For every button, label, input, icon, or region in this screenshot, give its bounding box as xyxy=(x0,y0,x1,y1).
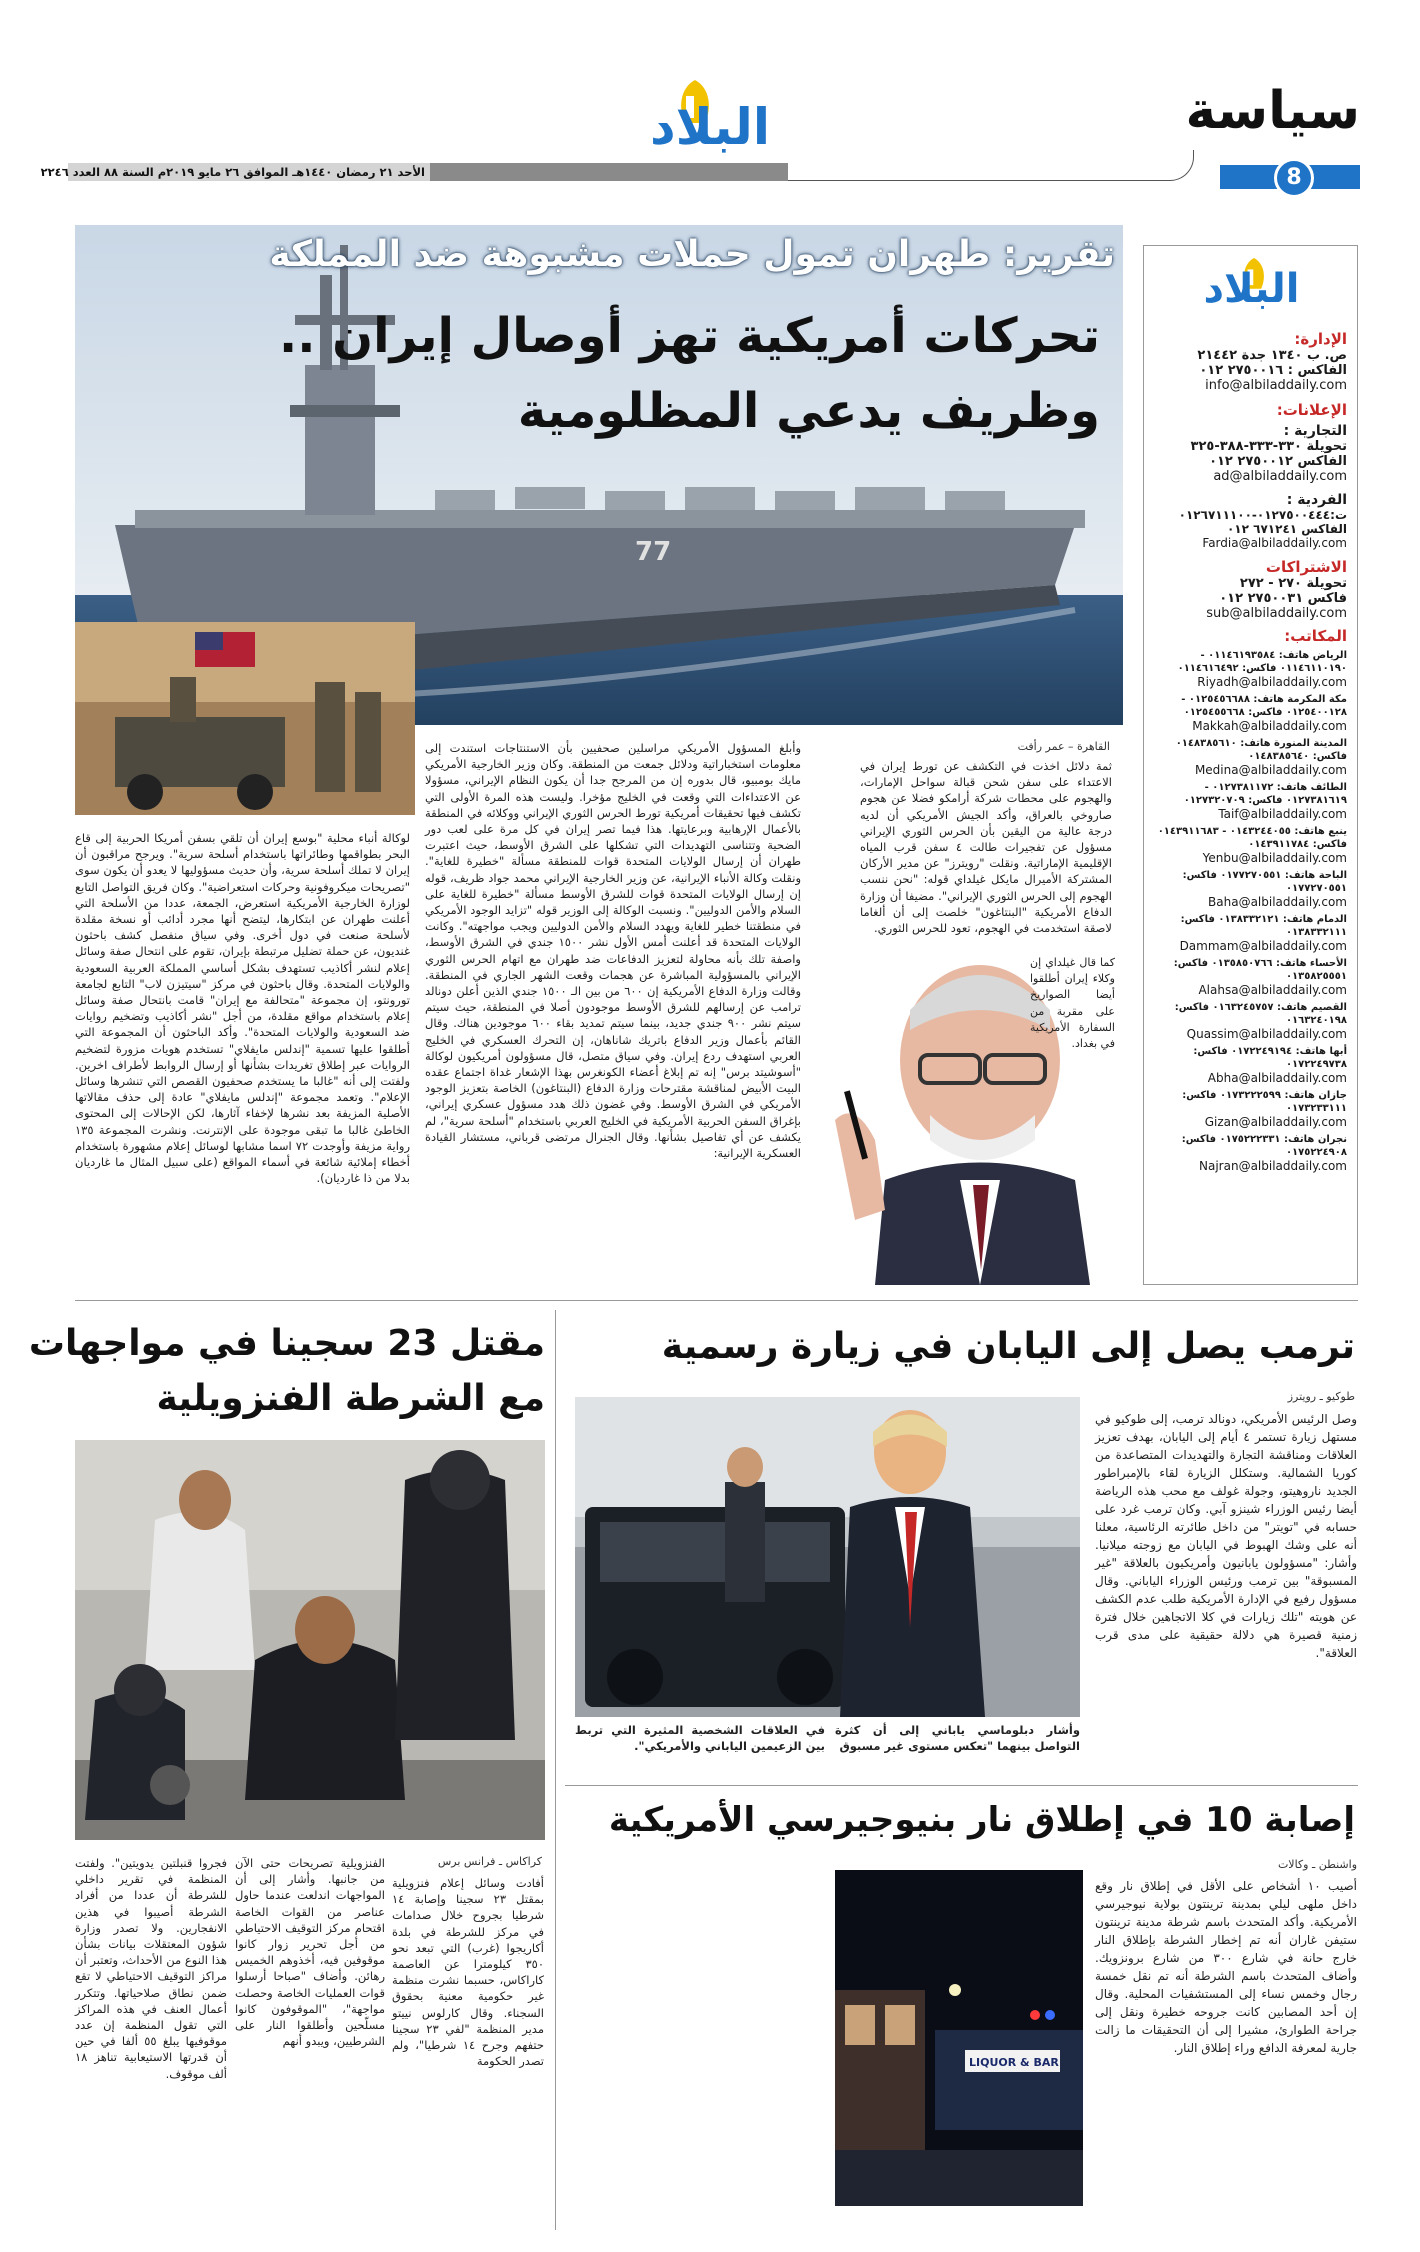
management-line-1: ص. ب ١٣٤٠ جدة ٢١٤٤٢ xyxy=(1197,348,1347,363)
lead-credit: القاهرة – عمر رأفت xyxy=(1017,740,1110,753)
office-line: القصيم هاتف: ٠١٦٣٢٤٥٧٥٧ فاكس: ٠١٦٣٢٤٠١٩٨ xyxy=(1174,1002,1347,1026)
office-line: ينبع هاتف: ٠١٤٣٢٤٤٠٥٥ - ٠١٤٣٩١١٦٨٣ فاكس: ٠١٤٣٩١١٧٨٤ xyxy=(1157,826,1347,850)
section-divider xyxy=(75,1300,1358,1301)
offices-list xyxy=(1154,649,1347,1173)
subscriptions-label: الاشتراكات xyxy=(1265,558,1347,576)
page-number: 8 xyxy=(1286,165,1302,190)
shooting-photo xyxy=(835,1870,1083,2206)
individual-label: الفردية : xyxy=(1286,492,1347,508)
lead-column-1b: كما قال غيلداي إن وكلاء إيران أطلقوا أيضا الصواريخ على مقربة من السفارة الأمريكية في بغداد. xyxy=(1030,956,1115,1051)
commercial-label: التجارية : xyxy=(1283,423,1347,439)
office-email[interactable]: Alahsa@albiladdaily.com xyxy=(1198,983,1347,997)
individual-line-2: الفاكس ٦٧١٢٤١ ٠١٢ xyxy=(1226,522,1347,536)
page-header xyxy=(0,0,1420,200)
office-email[interactable]: Abha@albiladdaily.com xyxy=(1207,1071,1347,1085)
venezuela-photo xyxy=(75,1440,545,1840)
office-email[interactable]: Taif@albiladdaily.com xyxy=(1218,807,1347,821)
office-line: الأحساء هاتف: ٠١٣٥٨٥٠٧٦٦ فاكس: ٠١٣٥٨٢٥٥٥١ xyxy=(1173,958,1347,982)
lead-column-2: وأبلغ المسؤول الأمريكي مراسلين صحفيين بأن الاستنتاجات استندت إلى معلومات استخباراتية ودلائل جمعت من المنطقة. وكان وزير الخارجية الأمريكي مايك بومبيو، قال بدوره إن من المرجح جدا أن يكون النظام الإيراني، مسؤولا عن الاعتداءات التي وقعت في الخليج مؤخرا. وليست هذه المرة الأولى التي تكشف فيها تحقيقات أمريكية تورط الحرس الثوري الإيراني ووكلائه في المنطقة بالأعمال الإرهابية وبرعايتها. هذا فيما تصر إيران في كل مرة على لعب دور الضحية وتتناسى التهديدات التي تشكلها على الشرق الأوسط، حيث اعتبرت طهران أن إرسال الولايات المتحدة قوات للمنطقة مسألة "خطيرة للغاية". ونقلت وكالة الأنباء الإيرانية، عن وزير الخارجية الإيراني محمد جواد ظريف، قوله إن إرسال الولايات المتحدة قوات للشرق الأوسط مسألة "خطيرة للغاية على السلام والأمن الدوليين". ونسبت الوكالة إلى الوزير قوله "تزايد الوجود الأمريكي في منطقتنا خطير للغاية ويهدد السلام والأمن الدوليين ويجب مواجهته". وكانت الولايات المتحدة قد أعلنت أمس الأول نشر ١٥٠٠ جندي في الشرق الأوسط، واصفة تلك بأنه محاولة لتعزيز الدفاعات ضد طهران مع اتهام الحرس الثوري الإيراني بالمسؤولية المباشرة عن هجمات وقعت الشهر الجاري في المنطقة. وقالت وزارة الدفاع الأمريكية إن ٦٠٠ من بين الـ ١٥٠٠ جندي الذين أعلن دونالد ترامب عن إرسالهم للشرق الأوسط موجودون أصلا في المنطقة، حيث سيتم سيتم نشر ٩٠٠ جندي جديد، بينما سيتم تمديد بقاء ٦٠٠ موجودين هناك. وقال القائم بأعمال وزير الدفاع باتريك شاناهان، إن التحرك العسكري في الخليج العربي استهدف ردع إيران. وفي سياق متصل، قال مسؤولون أمريكيون لوكالة "أسوشيتد برس" إنه تم إبلاغ أعضاء الكونغرس بهذا الإشعار غداة اجتماع عقده البيت الأبيض لمناقشة مقترحات وزارة الدفاع (البنتاغون) الخاصة بتعزيز الوجود الأمريكي في الشرق الأوسط. وفي غضون ذلك هدد مسؤول عسكري إيراني، بإغراق السفن الحربية الأمريكية في الخليج العربي باستخدام "أسلحة سرية"، لم يكشف عن أي تفاصيل بشأنها. وقال الجنرال مرتضى قرباني، مستشار القيادة العسكرية الإيرانية: xyxy=(425,741,802,1161)
trump-shooting-divider xyxy=(565,1785,1358,1786)
trump-body: وصل الرئيس الأمريكي، دونالد ترمب، إلى طوكيو في مستهل زيارة تستمر ٤ أيام إلى اليابان، بهدف تعزيز العلاقات ومناقشة التجارة والتهديدات المتصاعدة من كوريا الشمالية. وستكلل الزيارة لقاء بالإمبراطور الجديد ناروهيتو، وجولة غولف مع محب هذه الرياضة أيضا رئيس الوزراء شينزو آبي. وكان ترمب غرد على حسابه في "تويتر" من داخل طائرته الرئاسية، معلنا أنه على وشك الهبوط في اليابان مع زوجته ميلانيا. وأشار: "مسؤولون يابانيون وأمريكيون بالعلاقة "غير المسبوقة" بين ترمب ورئيس الوزراء الياباني. وقال مسؤول رفيع في الإدارة الأمريكية طلب عدم الكشف عن هويته "تلك زيارات في كلا الاتجاهين خلال فترة زمنية قصيرة هي دلالة حقيقية على مدى قرب العلاقة". xyxy=(1095,1412,1358,1660)
lead-kicker: تقرير: طهران تمول حملات مشبوهة ضد المملكة xyxy=(269,234,1115,275)
commercial-line-2: الفاكس ٢٧٥٠٠١٢ ٠١٢ xyxy=(1209,454,1347,469)
trump-credit: طوكيو ـ رويترز xyxy=(1287,1390,1355,1403)
office-line: المدينة المنورة هاتف: ٠١٤٨٣٨٥٦١٠ فاكس: ٠١٤٨٣٨٥٦٤٠ xyxy=(1175,738,1347,762)
column-divider xyxy=(555,1310,556,2230)
office-email[interactable]: Medina@albiladdaily.com xyxy=(1194,763,1347,777)
subscriptions-email[interactable]: sub@albiladdaily.com xyxy=(1206,606,1347,621)
lead-column-1: ثمة دلائل اخذت في التكشف عن تورط إيران في الاعتداء على سفن شحن قبالة سواحل الإمارات، والهجوم على محطات شركة أرامكو فضلا عن هجوم صاروخي بالعراق، وأكد الجيش الأمريكي أن لديه درجة عالية من اليقين بأن الحرس الثوري الإيراني مسؤول عن تفجيرات طالت ٤ سفن قرب المياه الإقليمية الإماراتية. ونقلت "رويترز" عن مدير الأركان المشتركة الأميرال مايكل غيلداي قوله: "نحن ننسب الهجوم إلى الحرس الثوري الإيراني". مضيفا أن وزارة الدفاع الأمريكية "البنتاغون" خلصت إلى أن ألغاما لاصقة استخدمت في الهجوم، تعود للحرس الثوري. xyxy=(860,759,1112,936)
shooting-credit: واشنطن ـ وكالات xyxy=(1277,1858,1357,1871)
office-line: الطائف هاتف: ٠١٢٧٣٨١١٧٢ - ٠١٢٧٣٨١٦١٩ فاكس: ٠١٢٧٣٢٠٧٠٩ xyxy=(1183,782,1347,806)
dateline-bar-dark xyxy=(430,163,788,181)
trump-caption-left: في العلاقات الشخصية المثيرة التي تربط بين الزعيمين الياباني والأمريكي". xyxy=(575,1723,825,1754)
venezuela-column-2: الفنزويلية تصريحات حتى الآن من جانبها. وأشار إلى أن المواجهات اندلعت عندما حاول عناصر من القوات الخاصة اقتحام مركز التوقيف الاحتياطي من أجل تحرير زوار كانوا موقوفين فيه، أخذوهم الخميس رهائن. وأضاف "صباحا أرسلوا قوات العمليات الخاصة وحصلت مواجهة"، "الموقوفون كانوا مسلّحين وأطلقوا النار على الشرطيين، ويبدو أنهم xyxy=(235,1856,385,2049)
office-line: الباحة هاتف: ٠١٧٧٢٧٠٥٥١ فاكس: ٠١٧٧٢٧٠٥٥١ xyxy=(1182,870,1347,894)
venezuela-credit: كراكاس ـ فرانس برس xyxy=(437,1855,542,1868)
shooting-illustration xyxy=(835,1870,1083,2206)
svg-text:77: 77 xyxy=(635,537,672,567)
office-line: نجران هاتف: ٠١٧٥٢٢٢٣٣١ فاكس: ٠١٧٥٢٢٤٩٠٨ xyxy=(1181,1134,1347,1158)
soldiers-illustration xyxy=(75,622,415,815)
offices-label: المكاتب: xyxy=(1284,627,1347,645)
office-email[interactable]: Najran@albiladdaily.com xyxy=(1199,1159,1347,1173)
office-email[interactable]: Quassim@albiladdaily.com xyxy=(1186,1027,1347,1041)
office-email[interactable]: Makkah@albiladdaily.com xyxy=(1192,719,1347,733)
management-email[interactable]: info@albiladdaily.com xyxy=(1205,378,1347,393)
shooting-headline: إصابة 10 في إطلاق نار بنيوجيرسي الأمريكية xyxy=(608,1800,1355,1840)
office-line: جازان هاتف: ٠١٧٣٢٢٢٥٩٩ فاكس: ٠١٧٣٢٣٣١١١ xyxy=(1182,1090,1347,1114)
sidebar-directory xyxy=(1143,245,1358,1285)
trump-photo xyxy=(575,1397,1080,1717)
venezuela-headline-line1: مقتل 23 سجينا في مواجهات xyxy=(28,1323,545,1364)
section-title: سياسة xyxy=(1185,81,1360,141)
individual-email[interactable]: Fardia@albiladdaily.com xyxy=(1202,536,1347,550)
management-label: الإدارة: xyxy=(1294,330,1347,348)
venezuela-illustration xyxy=(75,1440,545,1840)
trump-caption-right: وأشار دبلوماسي ياباني إلى أن كثرة التواصل بينهما "تعكس مستوى غير مسبوق xyxy=(835,1723,1080,1754)
office-email[interactable]: Riyadh@albiladdaily.com xyxy=(1197,675,1347,689)
header-logo-text: البلاد xyxy=(650,98,770,156)
sidebar-logo-text: البلاد xyxy=(1203,266,1300,312)
venezuela-column-1: أفادت وسائل إعلام فنزويلية بمقتل ٢٣ سجينا وإصابة ١٤ شرطيا بجروح خلال صدامات في مركز للشرطة في بلدة أكاريجوا (غرب) التي تبعد نحو ٣٥٠ كيلومترا عن العاصمة كاراكاس، حسبما نشرت منظمة غير حكومية معنية بحقوق السجناء. وقال كارلوس نييتو مدير المنظمة "لفي ٢٣ سجينا حتفهم وجرح ١٤ شرطيا"، ولم تصدر الحكومة xyxy=(392,1876,544,2069)
office-line: أبها هاتف: ٠١٧٢٢٤٩١٩٤ فاكس: ٠١٧٢٢٤٩٧٣٨ xyxy=(1193,1046,1347,1070)
lead-headline-line1: تحركات أمريكية تهز أوصال إيران .. xyxy=(278,308,1100,364)
commercial-email[interactable]: ad@albiladdaily.com xyxy=(1213,469,1347,484)
liquor-bar-sign: LIQUOR & BAR xyxy=(969,2056,1059,2069)
office-line: مكة المكرمة هاتف: ٠١٢٥٤٥٦٦٨٨ - ٠١٢٥٤٠٠١٢٨ فاكس: ٠١٢٥٤٥٥٦٦٨ xyxy=(1181,694,1347,718)
office-email[interactable]: Gizan@albiladdaily.com xyxy=(1204,1115,1347,1129)
trump-headline: ترمب يصل إلى اليابان في زيارة رسمية xyxy=(661,1326,1355,1367)
trump-illustration xyxy=(575,1397,1080,1717)
lead-column-3: لوكالة أنباء محلية "بوسع إيران أن تلقي بسفن أمريكا الحربية إلى قاع البحر بطواقمها وطائراتها باستخدام أسلحة سرية". ويرجح مراقبون أن إيران لا تملك أسلحة سرية، وأن حديث مسؤوليها لا يعدو أن يكون سوى "تصريحات ميكروفونية وحركات استعراضية". وكان فريق التواصل التابع لوزارة الخارجية الأمريكية استعرض، الجمعة، عددا من الأسلحة التي أعلنت طهران عن ابتكارها، ليتضح أنها مجرد أدائب أو نسخة مقلدة لأسلحة صنعت في دول أخرى. وفي سياق منفصل كشف باحثون غنديون، عن حملة تضليل مرتبطة بإيران، تقوم على انتحال صفة وسائل إعلام لنشر أكاذيب تستهدف بشكل أساسي المملكة العربية السعودية والولايات المتحدة. وقال باحثون في مركز "سيتيزن لاب" التابع لجامعة تورونتو، إن مجموعة "متحالفة مع إيران" قامت بانتحال صفة وسائل إعلام باستخدام مواقع مقلدة، من أجل "نشر أكاذيب وتضخيم روايات ضد السعودية والولايات المتحدة". وأكد الباحثون أن المجموعة التي أطلقوا عليها تسمية "إندلس مايفلاي" تستخدم هويات مزورة لتضخيم الروايات عبر إطلاق تغريدات بشأنها أو إرسال الروابط لأطراف اخرين. ولفتت إلى أنه "غالبا ما يستخدم صحفيون القصص التي تنشرها وسائل الإعلام". وتعمد مجموعة "إندلس مايفلاي" عادة إلى حذف مقالاتها الأصلية المزيفة بعد نشرها لإخفاء آثارها، لكن الإحالات إلى المحتوى الخاطئ غالبا ما تبقى موجودة على الإنترنت. ونشرت المجموعة ١٣٥ رواية مزيفة وأوجدت ٧٢ اسما مشابها لوسائل إعلام مشهورة باستخدام أخطاء إملائية شائعة في أسماء المواقع (على سبيل المثال ما غارديان بدلا من ذا غارديان). xyxy=(75,831,410,1186)
shooting-body: أصيب ١٠ أشخاص على الأقل في إطلاق نار وقع داخل ملهى ليلي بمدينة ترينتون بولاية نيوجيرسي الأمريكية. وأكد المتحدث باسم شرطة مدينة ترينتون ستيفن غاران أنه تم إخطار الشرطة بإطلاق النار خارج حانة في شارع ٣٠٠ من شارع برونزويك. وأضاف المتحدث باسم الشرطة أنه تم نقل خمسة رجال وخمس نساء إلى المستشفيات المحلية. وقال إن أحد المصابين كانت جروحه خطيرة ونقل إلى جراحة الطوارئ، مشيرا إلى أن التحقيقات ما زالت جارية لمعرفة الدافع وراء إطلاق النار. xyxy=(1095,1879,1357,2055)
office-line: الدمام هاتف: ٠١٣٨٣٣٢١٢١ فاكس: ٠١٣٨٣٣٢١١١ xyxy=(1180,914,1347,938)
management-line-2: الفاكس : ٢٧٥٠٠١٦ ٠١٢ xyxy=(1199,363,1347,378)
office-email[interactable]: Dammam@albiladdaily.com xyxy=(1179,939,1347,953)
dateline-text: الأحد ٢١ رمضان ١٤٤٠هـ الموافق ٢٦ مايو ٢٠١٩م السنة ٨٨ العدد ٢٢٤٦ xyxy=(40,165,425,179)
sidebar-logo xyxy=(1154,256,1347,326)
office-line: الرياض هاتف: ٠١١٤٦١٩٣٥٨٤ - ٠١١٤٦١١٠١٩٠ فاكس: ٠١١٤٦١٦٤٩٢ xyxy=(1177,650,1347,674)
soldiers-photo xyxy=(75,622,415,815)
venezuela-column-3: فجروا قنبلتين يدويتين". ولفتت المنظمة في تقرير داخلي للشرطة أن عددا من أفراد الشرطة أصيبوا في هذين الانفجارين. ولا تصدر وزارة شؤون المعتقلات بيانات بشأن هذا النوع من الأحداث، وتعتبر أن مراكز التوقيف الاحتياطي لا تقع ضمن نطاق صلاحياتها. وتتكرر أعمال العنف في هذه المراكز التي تقول المنظمة إن عدد موقوفيها يبلغ ٥٥ ألفا في حين أن قدرتها الاستيعابية تناهز ١٨ ألف موقوف. xyxy=(75,1856,227,2081)
venezuela-headline-line2: مع الشرطة الفنزويلية xyxy=(156,1378,545,1419)
subscriptions-line-1: تحويلة ٢٧٠ - ٢٧٢ xyxy=(1239,576,1347,591)
ads-label: الإعلانات: xyxy=(1276,401,1347,419)
office-email[interactable]: Baha@albiladdaily.com xyxy=(1208,895,1347,909)
individual-line-1: ت:٠١٢٧٥٠٠٤٤٤-٠١٢٦٧١١١٠٠ xyxy=(1178,508,1347,522)
subscriptions-line-2: فاكس ٢٧٥٠٠٣١ ٠١٢ xyxy=(1219,591,1347,606)
office-email[interactable]: Yenbu@albiladdaily.com xyxy=(1202,851,1347,865)
lead-headline-line2: وظريف يدعي المظلومية xyxy=(517,383,1100,439)
commercial-line-1: تحويلة ٣٣٠-٣٣٣-٣٨٨-٣٢٥ xyxy=(1190,439,1347,454)
